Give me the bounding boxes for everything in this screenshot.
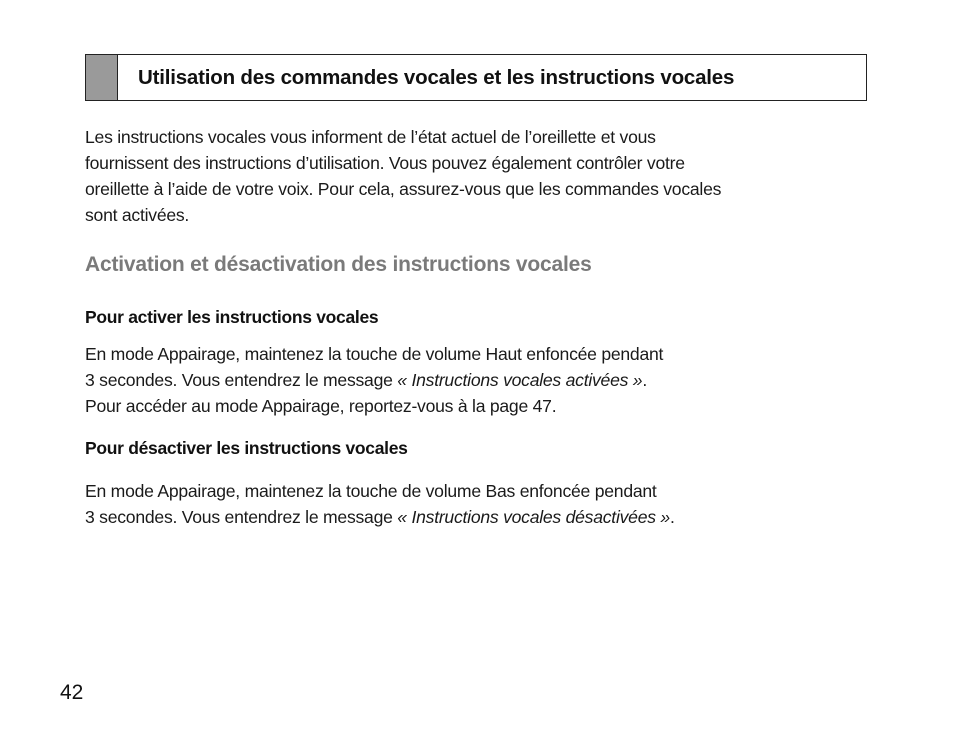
chapter-title-box — [85, 54, 867, 101]
intro-line: sont activées. — [85, 205, 190, 225]
activate-line-1: En mode Appairage, maintenez la touche de volume Haut enfoncée pendant — [85, 344, 664, 364]
deactivate-line-2-prefix: 3 secondes. Vous entendrez le message — [85, 507, 398, 527]
intro-line: fournissent des instructions d’utilisation. Vous pouvez également contrôler votre — [85, 153, 685, 173]
chapter-title: Utilisation des commandes vocales et les instructions vocales — [138, 65, 735, 89]
activate-line-2-suffix: . — [642, 370, 647, 390]
deactivate-line-1: En mode Appairage, maintenez la touche de volume Bas enfoncée pendant — [85, 481, 657, 501]
activate-line-3: Pour accéder au mode Appairage, reportez-vous à la page 47. — [85, 396, 557, 416]
title-tab-marker — [86, 55, 118, 100]
deactivate-line-2 — [85, 504, 675, 530]
deactivate-heading: Pour désactiver les instructions vocales — [85, 438, 408, 458]
activate-heading: Pour activer les instructions vocales — [85, 307, 379, 327]
deactivate-message-quote: « Instructions vocales désactivées » — [397, 507, 670, 527]
activate-line-2-prefix: 3 secondes. Vous entendrez le message — [85, 370, 398, 390]
deactivate-line-2-suffix: . — [669, 507, 675, 527]
intro-line: oreillette à l’aide de votre voix. Pour cela, assurez-vous que les commandes vocales — [85, 179, 722, 199]
intro-line: Les instructions vocales vous informent de l’état actuel de l’oreillette et vous — [85, 127, 656, 147]
deactivate-paragraph — [85, 478, 675, 530]
activate-paragraph — [85, 341, 663, 419]
activate-message-quote: « Instructions vocales activées » — [397, 370, 643, 390]
section-heading: Activation et désactivation des instructions vocales — [85, 253, 592, 276]
activate-line-2 — [85, 367, 663, 393]
page-number: 42 — [60, 681, 84, 704]
intro-paragraph — [85, 124, 721, 228]
